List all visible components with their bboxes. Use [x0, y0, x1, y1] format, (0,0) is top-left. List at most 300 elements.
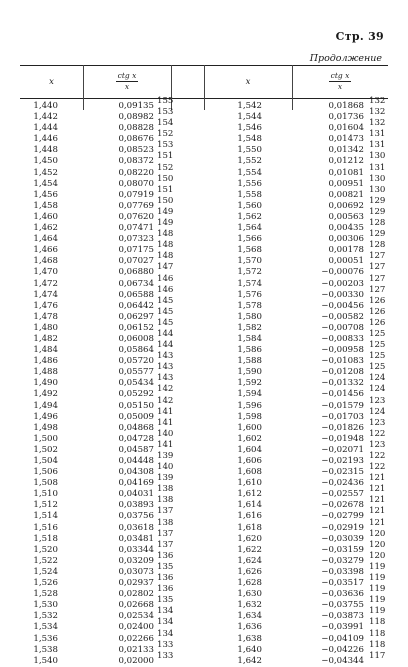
difference-value: 135	[157, 595, 174, 606]
difference-value: 133	[157, 650, 174, 661]
ctgx-over-x-value: −0,02557	[321, 489, 364, 500]
difference-value: 127	[369, 262, 386, 273]
difference-value: 137	[157, 506, 174, 517]
x-value: 1,486	[33, 356, 58, 367]
x-value: 1,576	[237, 289, 262, 300]
difference-value: 145	[157, 306, 174, 317]
difference-value: 118	[369, 617, 386, 628]
x-value: 1,634	[237, 611, 262, 622]
x-value: 1,520	[33, 544, 58, 555]
difference-value: 131	[369, 129, 386, 140]
difference-value: 120	[369, 528, 386, 539]
x-value: 1,574	[237, 278, 262, 289]
ctgx-over-x-value: 0,08372	[118, 156, 154, 167]
difference-value: 121	[369, 473, 386, 484]
x-value: 1,562	[237, 211, 262, 222]
x-value: 1,500	[33, 433, 58, 444]
difference-value: 141	[157, 417, 174, 428]
ctgx-over-x-value: 0,08828	[118, 123, 154, 134]
ctgx-over-x-value: −0,03159	[321, 544, 364, 555]
difference-value: 123	[369, 439, 386, 450]
x-value: 1,492	[33, 389, 58, 400]
difference-value: 118	[369, 639, 386, 650]
difference-value: 134	[157, 628, 174, 639]
x-value: 1,464	[33, 234, 58, 245]
x-value: 1,528	[33, 589, 58, 600]
x-value: 1,476	[33, 300, 58, 311]
difference-value: 121	[369, 495, 386, 506]
x-value: 1,640	[237, 644, 262, 655]
ctgx-over-x-value: −0,03755	[321, 600, 364, 611]
difference-value: 132	[369, 107, 386, 118]
difference-value: 146	[157, 273, 174, 284]
difference-value: 121	[369, 506, 386, 517]
x-value: 1,466	[33, 245, 58, 256]
x-value: 1,612	[237, 489, 262, 500]
ctgx-over-x-value: 0,03209	[118, 555, 154, 566]
difference-value: 146	[157, 284, 174, 295]
ctgx-over-x-value: 0,02400	[118, 622, 154, 633]
x-value: 1,598	[237, 411, 262, 422]
difference-value: 144	[157, 328, 174, 339]
x-value: 1,470	[33, 267, 58, 278]
ctgx-over-x-value: −0,00958	[321, 345, 364, 356]
ctgx-over-x-value: 0,06588	[118, 289, 154, 300]
x-value: 1,480	[33, 322, 58, 333]
ctgx-over-x-value: 0,06008	[118, 333, 154, 344]
x-value: 1,592	[237, 378, 262, 389]
ctgx-over-x-value: 0,02000	[118, 655, 154, 666]
difference-value: 131	[369, 162, 386, 173]
x-value: 1,498	[33, 422, 58, 433]
x-value: 1,540	[33, 655, 58, 666]
x-value: 1,458	[33, 200, 58, 211]
difference-value: 125	[369, 362, 386, 373]
x-value: 1,572	[237, 267, 262, 278]
ctgx-over-x-value: −0,04344	[321, 655, 364, 666]
x-value: 1,478	[33, 311, 58, 322]
difference-value: 128	[369, 240, 386, 251]
x-value: 1,632	[237, 600, 262, 611]
x-value: 1,616	[237, 511, 262, 522]
difference-value: 124	[369, 406, 386, 417]
x-value: 1,508	[33, 478, 58, 489]
ctgx-over-x-value: −0,04226	[321, 644, 364, 655]
difference-value: 131	[369, 140, 386, 151]
ctgx-over-x-value: 0,08982	[118, 112, 154, 123]
ctgx-over-x-value: −0,00203	[321, 278, 364, 289]
ctgx-over-x-value: 0,02534	[118, 611, 154, 622]
difference-value: 126	[369, 317, 386, 328]
x-value: 1,636	[237, 622, 262, 633]
ctgx-over-x-value: 0,07919	[118, 189, 154, 200]
difference-value: 134	[157, 606, 174, 617]
difference-value: 151	[157, 184, 174, 195]
ctgx-over-x-value: 0,01342	[328, 145, 364, 156]
difference-value: 120	[369, 539, 386, 550]
ctgx-over-x-value: −0,00582	[321, 311, 364, 322]
difference-value: 123	[369, 417, 386, 428]
ctgx-over-x-value: 0,08676	[118, 134, 154, 145]
ctgx-over-x-value: 0,05434	[118, 378, 154, 389]
ctgx-over-x-value: 0,03756	[118, 511, 154, 522]
ctgx-over-x-value: 0,06297	[118, 311, 154, 322]
ctgx-over-x-value: −0,01579	[321, 400, 364, 411]
table-row	[204, 650, 408, 667]
ctgx-over-x-value: 0,00435	[328, 223, 364, 234]
difference-value: 138	[157, 517, 174, 528]
table-row	[0, 650, 204, 667]
x-value: 1,624	[237, 555, 262, 566]
ctgx-over-x-value: 0,08523	[118, 145, 154, 156]
difference-value: 139	[157, 473, 174, 484]
difference-value: 125	[369, 340, 386, 351]
header-ctgx-over-x-right	[292, 71, 388, 92]
x-value: 1,570	[237, 256, 262, 267]
difference-value: 143	[157, 351, 174, 362]
x-value: 1,482	[33, 333, 58, 344]
ctgx-over-x-value: 0,03481	[118, 533, 154, 544]
ctgx-over-x-value: −0,04109	[321, 633, 364, 644]
x-value: 1,446	[33, 134, 58, 145]
difference-value: 126	[369, 306, 386, 317]
difference-value: 154	[157, 118, 174, 129]
x-value: 1,542	[237, 101, 262, 111]
ctgx-over-x-value: −0,02919	[321, 522, 364, 533]
x-value: 1,518	[33, 533, 58, 544]
x-value: 1,514	[33, 511, 58, 522]
x-value: 1,504	[33, 456, 58, 466]
difference-value: 133	[157, 639, 174, 650]
difference-value: 145	[157, 295, 174, 306]
ctgx-over-x-value: 0,07323	[118, 234, 154, 245]
x-value: 1,588	[237, 356, 262, 367]
ctgx-over-x-value: 0,05720	[118, 356, 154, 367]
x-value: 1,526	[33, 578, 58, 589]
x-value: 1,578	[237, 300, 262, 311]
difference-value: 145	[157, 317, 174, 328]
ctgx-over-x-value: −0,00833	[321, 333, 364, 344]
x-value: 1,556	[237, 178, 262, 189]
ctgx-over-x-value: −0,03991	[321, 622, 364, 633]
difference-value: 123	[369, 395, 386, 406]
difference-value: 136	[157, 573, 174, 584]
difference-value: 129	[369, 195, 386, 206]
x-value: 1,600	[237, 422, 262, 433]
difference-value: 122	[369, 462, 386, 473]
x-value: 1,496	[33, 411, 58, 422]
ctgx-over-x-value: 0,00051	[328, 256, 364, 267]
difference-value: 143	[157, 373, 174, 384]
ctgx-over-x-value: 0,06734	[118, 278, 154, 289]
ctgx-over-x-value: −0,03398	[321, 566, 364, 577]
x-value: 1,532	[33, 611, 58, 622]
ctgx-over-x-value: 0,07175	[118, 245, 154, 256]
difference-value: 150	[157, 195, 174, 206]
x-value: 1,474	[33, 289, 58, 300]
x-value: 1,590	[237, 367, 262, 378]
x-value: 1,502	[33, 444, 58, 455]
x-value: 1,460	[33, 211, 58, 222]
x-value: 1,444	[33, 123, 58, 134]
x-value: 1,552	[237, 156, 262, 167]
ctgx-over-x-value: 0,01473	[328, 134, 364, 145]
ctgx-over-x-value: −0,01208	[321, 367, 364, 378]
x-value: 1,462	[33, 223, 58, 234]
x-value: 1,582	[237, 322, 262, 333]
x-value: 1,620	[237, 533, 262, 544]
ctgx-over-x-value: 0,05577	[118, 367, 154, 378]
ctgx-over-x-value: 0,02266	[118, 633, 154, 644]
x-value: 1,596	[237, 400, 262, 411]
ctgx-over-x-value: 0,02937	[118, 578, 154, 589]
ctgx-over-x-value: −0,03039	[321, 533, 364, 544]
difference-value: 141	[157, 406, 174, 417]
x-value: 1,484	[33, 345, 58, 356]
difference-value: 153	[157, 107, 174, 118]
ctgx-over-x-value: 0,03344	[118, 544, 154, 555]
difference-value: 119	[369, 561, 386, 572]
ctgx-over-x-value: −0,02071	[321, 444, 364, 455]
ctgx-over-x-value: 0,01868	[328, 101, 364, 111]
page-number: Стр. 39	[335, 30, 384, 43]
difference-value: 124	[369, 384, 386, 395]
x-value: 1,586	[237, 345, 262, 356]
ctgx-over-x-value: 0,07620	[118, 211, 154, 222]
difference-value: 130	[369, 151, 386, 162]
x-value: 1,622	[237, 544, 262, 555]
difference-value: 144	[157, 340, 174, 351]
x-value: 1,606	[237, 456, 262, 466]
x-value: 1,454	[33, 178, 58, 189]
x-value: 1,546	[237, 123, 262, 134]
ctgx-over-x-value: −0,02799	[321, 511, 364, 522]
difference-value: 141	[157, 439, 174, 450]
x-value: 1,544	[237, 112, 262, 123]
difference-value: 155	[157, 96, 174, 106]
difference-value: 127	[369, 284, 386, 295]
difference-value: 151	[157, 151, 174, 162]
difference-value: 126	[369, 295, 386, 306]
x-value: 1,534	[33, 622, 58, 633]
x-value: 1,488	[33, 367, 58, 378]
table-left	[0, 96, 204, 667]
ctgx-over-x-value: 0,05009	[118, 411, 154, 422]
difference-value: 130	[369, 173, 386, 184]
x-value: 1,630	[237, 589, 262, 600]
x-value: 1,608	[237, 467, 262, 478]
difference-value: 152	[157, 162, 174, 173]
x-value: 1,554	[237, 167, 262, 178]
difference-value: 152	[157, 129, 174, 140]
difference-value: 149	[157, 206, 174, 217]
ctgx-over-x-value: 0,04728	[118, 433, 154, 444]
header-denominator: x	[124, 82, 130, 91]
difference-value: 142	[157, 384, 174, 395]
difference-value: 132	[369, 118, 386, 129]
difference-value: 136	[157, 550, 174, 561]
ctgx-over-x-value: 0,00951	[328, 178, 364, 189]
x-value: 1,448	[33, 145, 58, 156]
difference-value: 138	[157, 495, 174, 506]
x-value: 1,618	[237, 522, 262, 533]
x-value: 1,584	[237, 333, 262, 344]
ctgx-over-x-value: −0,01332	[321, 378, 364, 389]
ctgx-over-x-value: 0,02133	[118, 644, 154, 655]
x-value: 1,442	[33, 112, 58, 123]
x-value: 1,558	[237, 189, 262, 200]
x-value: 1,550	[237, 145, 262, 156]
ctgx-over-x-value: 0,02668	[118, 600, 154, 611]
ctgx-over-x-value: 0,01736	[328, 112, 364, 123]
ctgx-over-x-value: 0,07027	[118, 256, 154, 267]
x-value: 1,516	[33, 522, 58, 533]
ctgx-over-x-value: 0,04031	[118, 489, 154, 500]
difference-value: 129	[369, 229, 386, 240]
difference-value: 119	[369, 573, 386, 584]
difference-value: 135	[157, 561, 174, 572]
ctgx-over-x-value: 0,06152	[118, 322, 154, 333]
ctgx-over-x-value: 0,03893	[118, 500, 154, 511]
ctgx-over-x-value: −0,00708	[321, 322, 364, 333]
difference-value: 137	[157, 528, 174, 539]
ctgx-over-x-value: 0,05864	[118, 345, 154, 356]
ctgx-over-x-value: −0,02193	[321, 456, 364, 466]
ctgx-over-x-value: −0,01703	[321, 411, 364, 422]
difference-value: 148	[157, 251, 174, 262]
difference-value: 148	[157, 240, 174, 251]
ctgx-over-x-value: 0,04587	[118, 444, 154, 455]
x-value: 1,638	[237, 633, 262, 644]
difference-value: 143	[157, 362, 174, 373]
x-value: 1,472	[33, 278, 58, 289]
difference-value: 125	[369, 328, 386, 339]
difference-value: 118	[369, 628, 386, 639]
ctgx-over-x-value: 0,00306	[328, 234, 364, 245]
ctgx-over-x-value: −0,03279	[321, 555, 364, 566]
header-x-right: x	[245, 77, 251, 87]
ctgx-over-x-value: 0,01081	[328, 167, 364, 178]
ctgx-over-x-value: 0,04169	[118, 478, 154, 489]
difference-value: 121	[369, 517, 386, 528]
x-value: 1,456	[33, 189, 58, 200]
x-value: 1,594	[237, 389, 262, 400]
difference-value: 153	[157, 140, 174, 151]
x-value: 1,568	[237, 245, 262, 256]
x-value: 1,490	[33, 378, 58, 389]
x-value: 1,510	[33, 489, 58, 500]
ctgx-over-x-value: −0,01456	[321, 389, 364, 400]
x-value: 1,450	[33, 156, 58, 167]
difference-value: 148	[157, 229, 174, 240]
ctgx-over-x-value: −0,03873	[321, 611, 364, 622]
difference-value: 138	[157, 484, 174, 495]
x-value: 1,522	[33, 555, 58, 566]
ctgx-over-x-value: −0,00076	[321, 267, 364, 278]
difference-value: 120	[369, 550, 386, 561]
ctgx-over-x-value: 0,00692	[328, 200, 364, 211]
x-value: 1,560	[237, 200, 262, 211]
ctgx-over-x-value: 0,07471	[118, 223, 154, 234]
difference-value: 129	[369, 206, 386, 217]
difference-value: 122	[369, 428, 386, 439]
x-value: 1,566	[237, 234, 262, 245]
x-value: 1,602	[237, 433, 262, 444]
difference-value: 132	[369, 96, 386, 106]
x-value: 1,468	[33, 256, 58, 267]
ctgx-over-x-value: 0,00563	[328, 211, 364, 222]
ctgx-over-x-value: −0,01826	[321, 422, 364, 433]
ctgx-over-x-value: 0,01212	[328, 156, 364, 167]
difference-value: 122	[369, 451, 386, 461]
difference-value: 119	[369, 595, 386, 606]
ctgx-over-x-value: −0,02436	[321, 478, 364, 489]
table-right	[204, 96, 408, 667]
ctgx-over-x-value: 0,02802	[118, 589, 154, 600]
difference-value: 130	[369, 184, 386, 195]
x-value: 1,512	[33, 500, 58, 511]
header-x-left: x	[49, 77, 54, 87]
ctgx-over-x-value: −0,00456	[321, 300, 364, 311]
ctgx-over-x-value: 0,05292	[118, 389, 154, 400]
x-value: 1,530	[33, 600, 58, 611]
ctgx-over-x-value: 0,00178	[328, 245, 364, 256]
ctgx-over-x-value: 0,01604	[328, 123, 364, 134]
difference-value: 127	[369, 273, 386, 284]
ctgx-over-x-value: −0,01083	[321, 356, 364, 367]
difference-value: 136	[157, 584, 174, 595]
ctgx-over-x-value: 0,08220	[118, 167, 154, 178]
x-value: 1,506	[33, 467, 58, 478]
difference-value: 127	[369, 251, 386, 262]
difference-value: 128	[369, 218, 386, 229]
header-numerator: ctg x	[117, 71, 137, 80]
ctgx-over-x-value: 0,05150	[118, 400, 154, 411]
x-value: 1,564	[237, 223, 262, 234]
difference-value: 149	[157, 218, 174, 229]
continuation-label: Продолжение	[309, 53, 382, 64]
x-value: 1,580	[237, 311, 262, 322]
difference-value: 147	[157, 262, 174, 273]
difference-value: 137	[157, 539, 174, 550]
x-value: 1,548	[237, 134, 262, 145]
difference-value: 125	[369, 351, 386, 362]
ctgx-over-x-value: −0,00330	[321, 289, 364, 300]
ctgx-over-x-value: 0,09135	[118, 101, 154, 111]
ctgx-over-x-value: −0,01948	[321, 433, 364, 444]
difference-value: 119	[369, 606, 386, 617]
difference-value: 150	[157, 173, 174, 184]
ctgx-over-x-value: 0,00821	[328, 189, 364, 200]
difference-value: 119	[369, 584, 386, 595]
x-value: 1,642	[237, 655, 262, 666]
x-value: 1,452	[33, 167, 58, 178]
header-denominator: x	[337, 82, 343, 91]
x-value: 1,494	[33, 400, 58, 411]
ctgx-over-x-value: 0,04308	[118, 467, 154, 478]
x-value: 1,610	[237, 478, 262, 489]
difference-value: 117	[369, 650, 386, 661]
ctgx-over-x-value: 0,04448	[118, 456, 154, 466]
x-value: 1,538	[33, 644, 58, 655]
ctgx-over-x-value: −0,02315	[321, 467, 364, 478]
x-value: 1,626	[237, 566, 262, 577]
ctgx-over-x-value: −0,02678	[321, 500, 364, 511]
header-numerator: ctg x	[330, 71, 350, 80]
difference-value: 134	[157, 617, 174, 628]
ctgx-over-x-value: 0,04868	[118, 422, 154, 433]
difference-value: 121	[369, 484, 386, 495]
